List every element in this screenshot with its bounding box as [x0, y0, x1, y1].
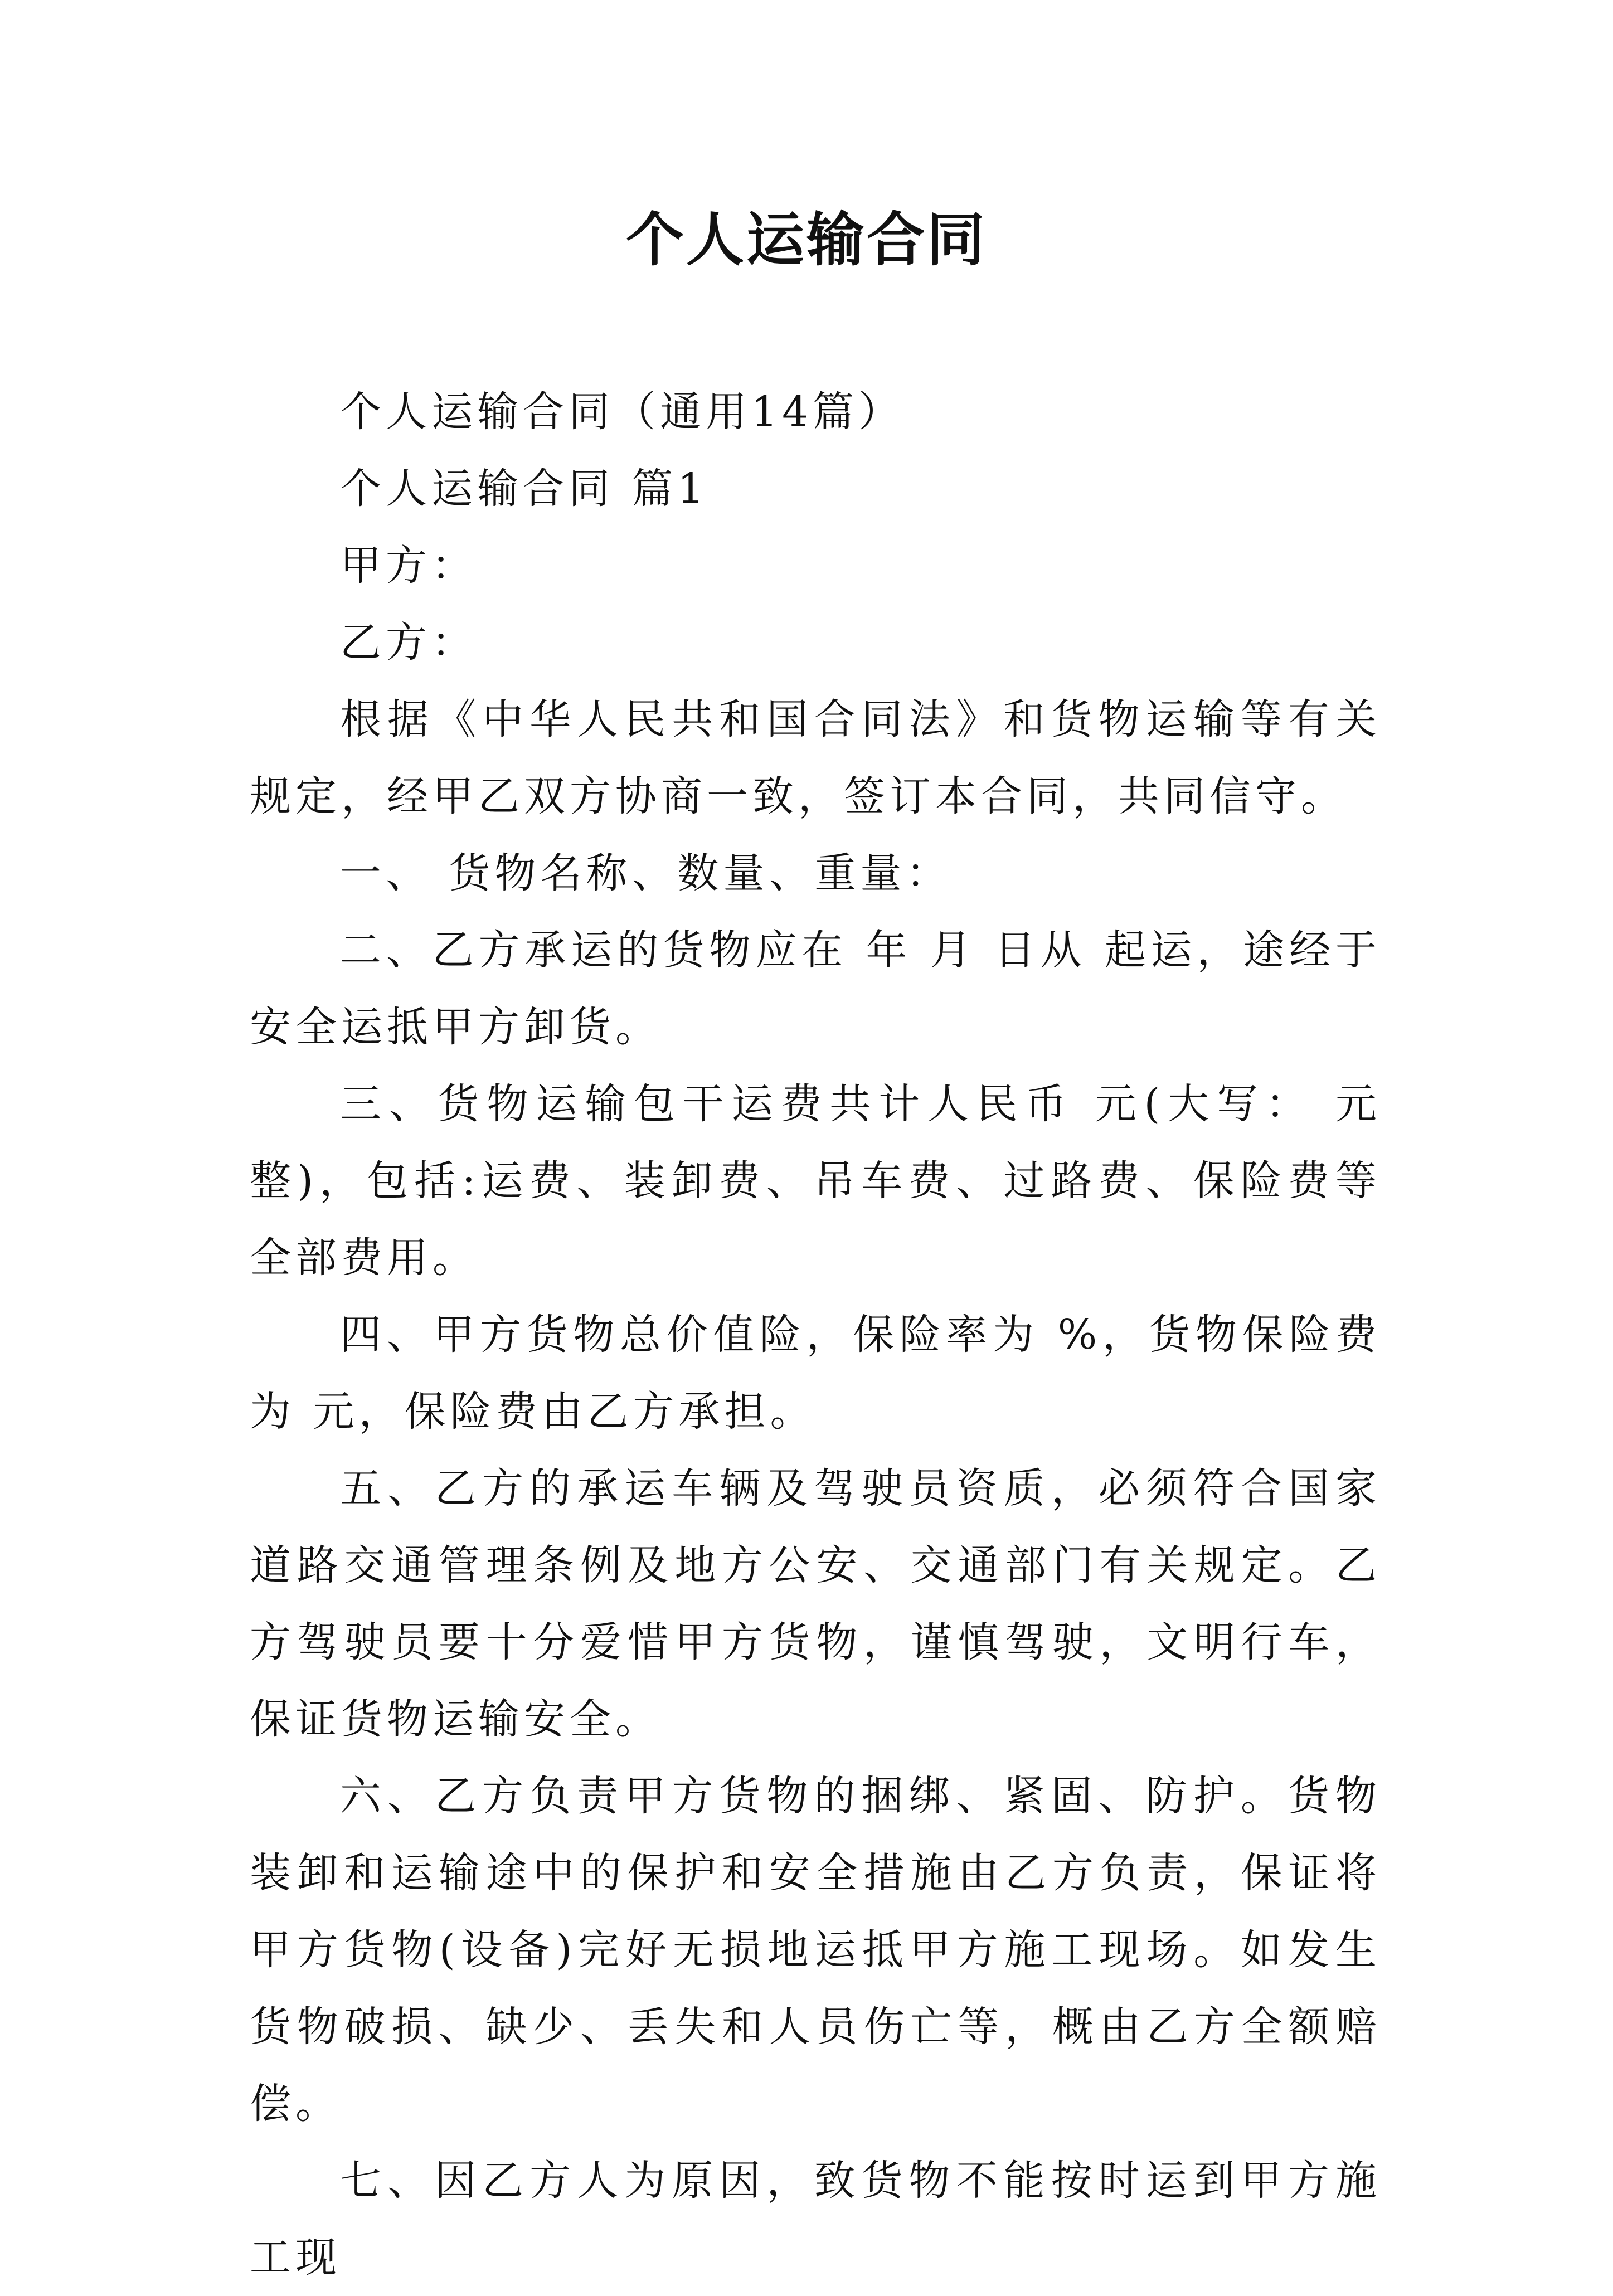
document-body — [250, 373, 1381, 2296]
document-title: 个人运输合同 — [625, 205, 987, 274]
subtitle: 个人运输合同（通用14篇） — [340, 388, 905, 436]
party-b-line: 乙方： — [340, 619, 477, 667]
clause-6: 六、乙方负责甲方货物的捆绑、紧固、防护。货物装卸和运输途中的保护和安全措施由乙方负责，保证将甲方货物(设备)完好无损地运抵甲方施工现场。如发生货物破损、缺少、丢失和人员伤亡等，概由乙方全额赔偿。 — [250, 1772, 1381, 2128]
clause-1: 一、 货物名称、数量、重量： — [340, 849, 952, 897]
preamble-paragraph: 根据《中华人民共和国合同法》和货物运输等有关规定，经甲乙双方协商一致，签订本合同，共同信守。 — [250, 695, 1381, 820]
clause-3: 三、货物运输包干运费共计人民币 元(大写： 元整)，包括:运费、装卸费、吊车费、过路费、保险费等全部费用。 — [250, 1080, 1381, 1282]
clause-5: 五、乙方的承运车辆及驾驶员资质，必须符合国家道路交通管理条例及地方公安、交通部门有关规定。乙方驾驶员要十分爱惜甲方货物，谨慎驾驶，文明行车，保证货物运输安全。 — [250, 1465, 1381, 1743]
clause-2: 二、乙方承运的货物应在 年 月 日从 起运，途经于安全运抵甲方卸货。 — [250, 926, 1381, 1051]
section-heading: 个人运输合同 篇1 — [340, 465, 708, 513]
clause-4: 四、甲方货物总价值险，保险率为 %，货物保险费为 元，保险费由乙方承担。 — [250, 1311, 1381, 1436]
party-a-line: 甲方： — [340, 542, 477, 590]
clause-7: 七、因乙方人为原因，致货物不能按时运到甲方施工现 — [250, 2157, 1381, 2282]
